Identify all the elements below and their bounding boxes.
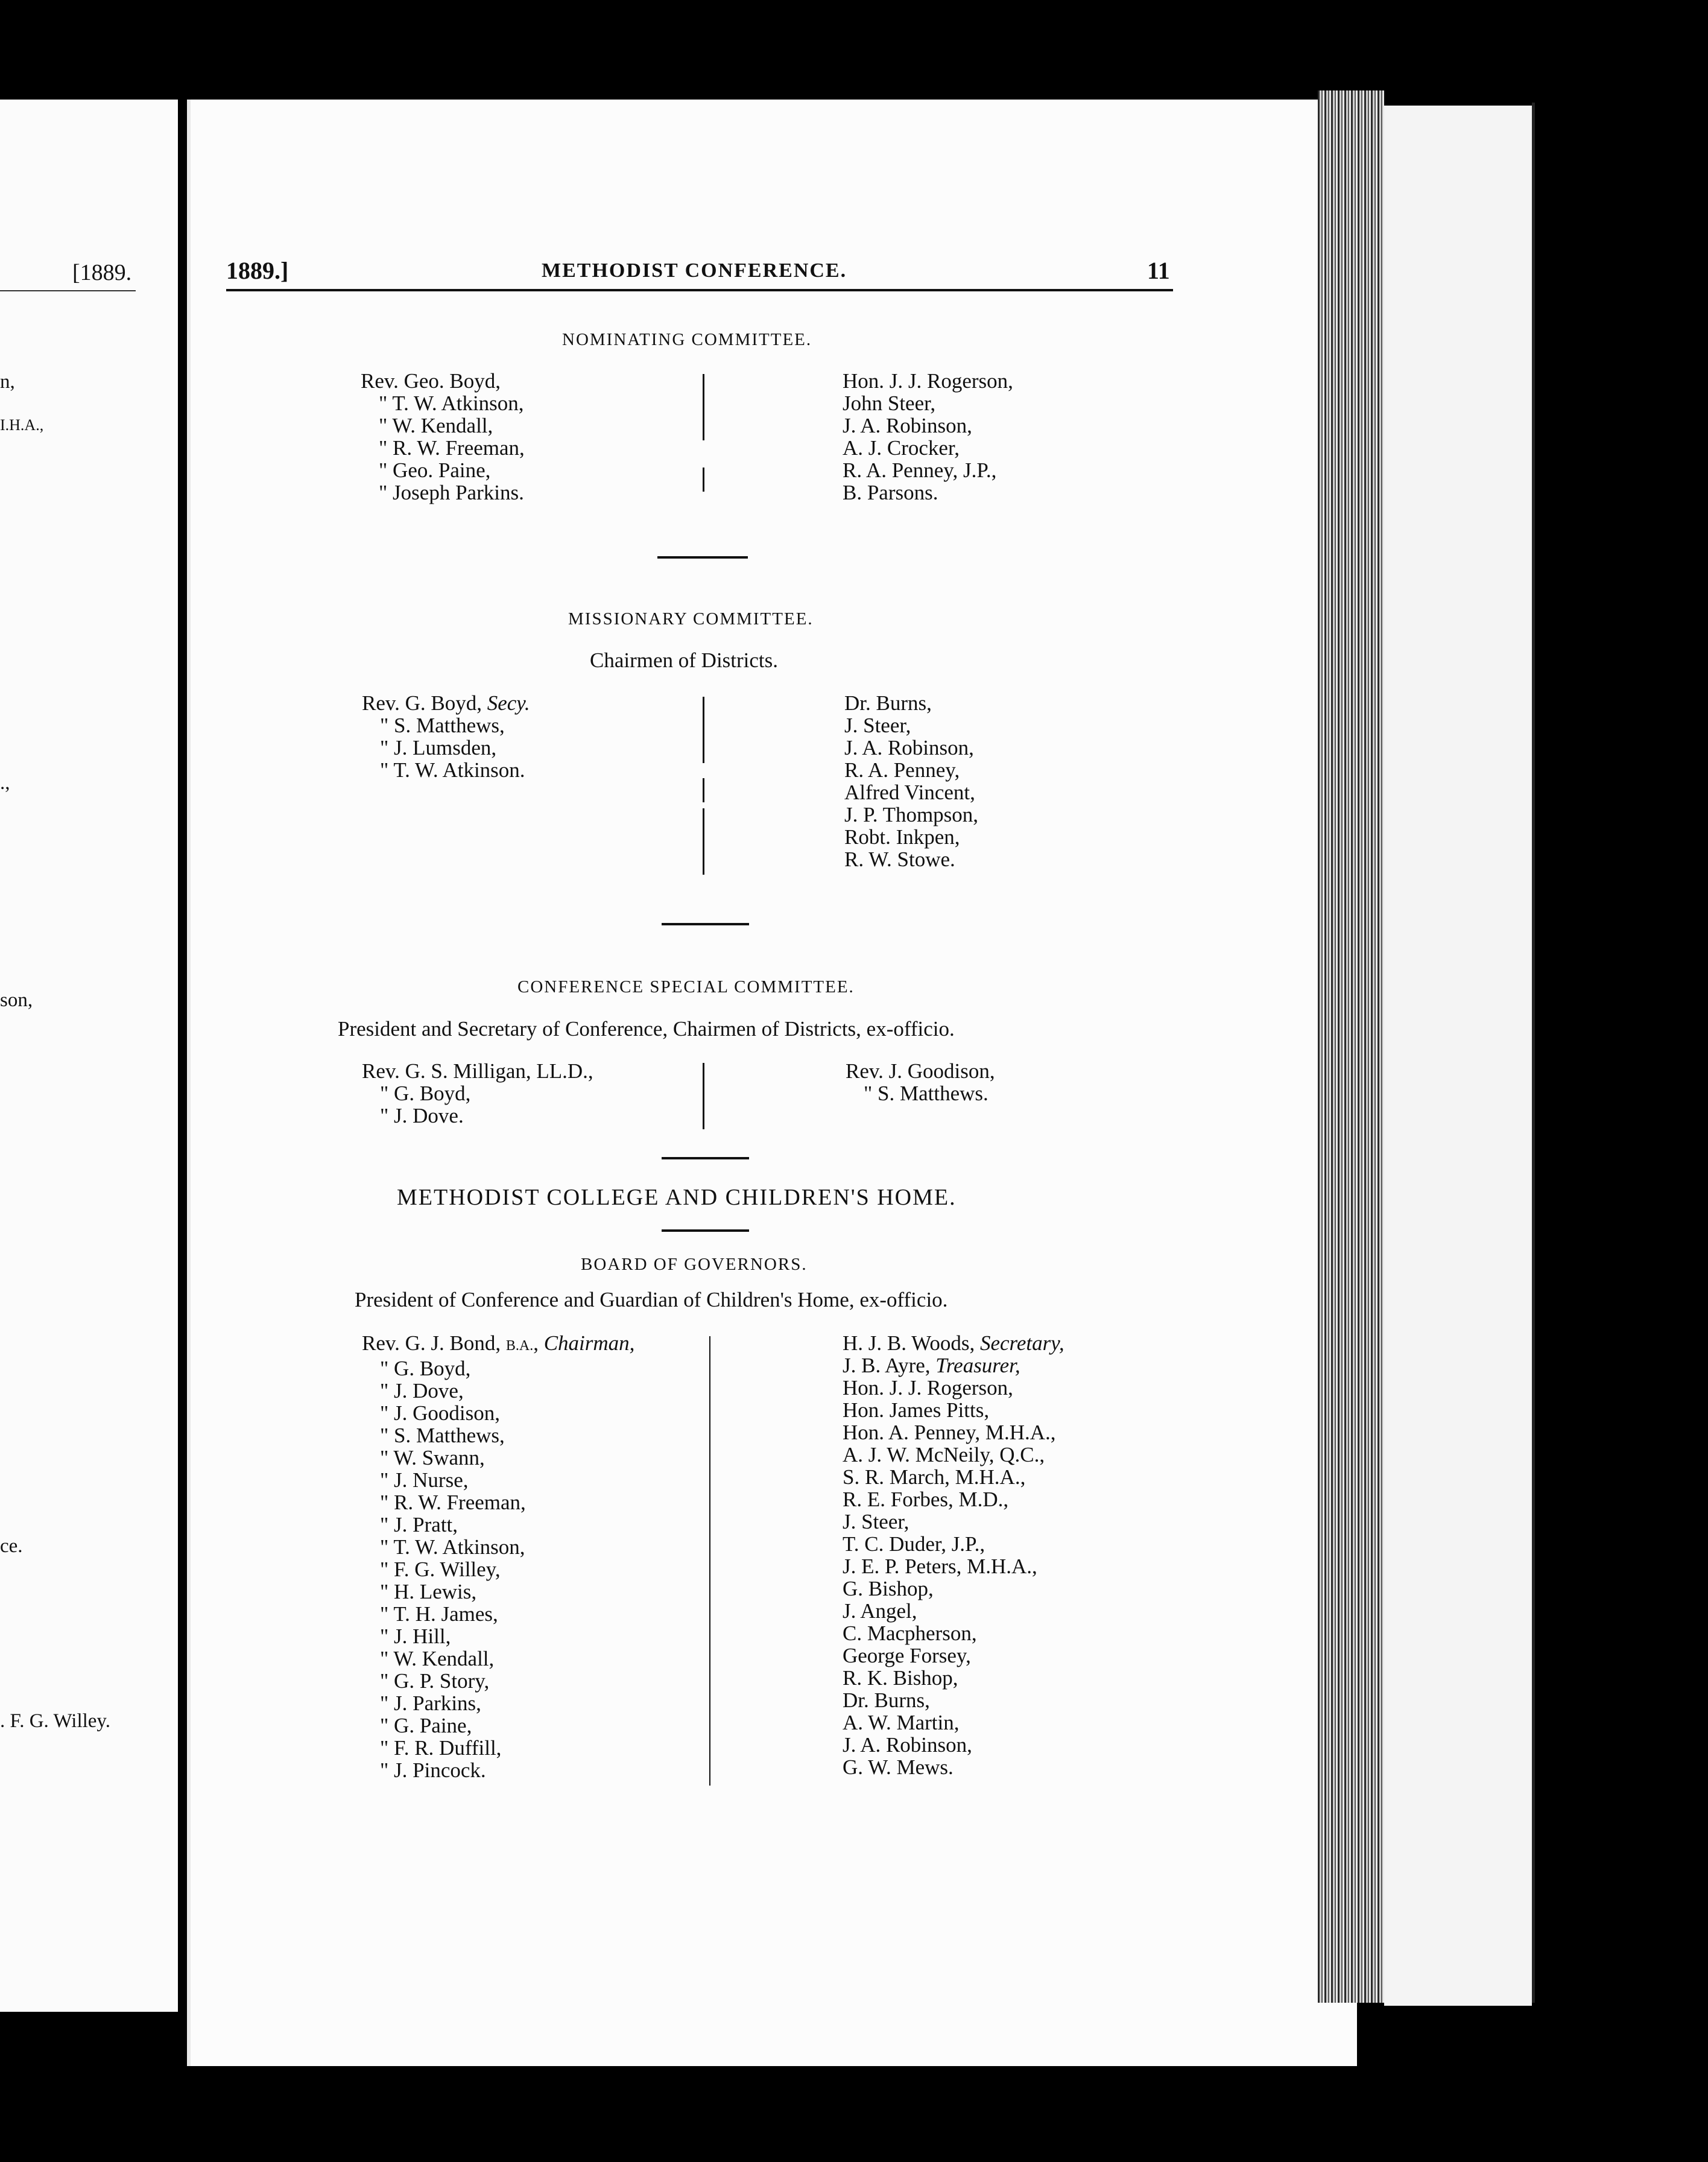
facing-fragment: I.H.A., (0, 416, 44, 434)
nominating-left-column (361, 370, 525, 504)
member-name: G. Bishop, (843, 1577, 934, 1600)
member-name-text: Rev. G. J. Bond, B.A., Chairman, (362, 1331, 635, 1355)
member-name: J. A. Robinson, (844, 736, 974, 759)
member-name-text: J. B. Ayre, Treasurer, (843, 1354, 1020, 1377)
facing-page-rule (0, 290, 136, 291)
member-name: " J. Lumsden, (380, 736, 497, 759)
member-name: R. E. Forbes, M.D., (843, 1488, 1009, 1511)
member-name-text: H. J. B. Woods, Secretary, (843, 1331, 1064, 1355)
member-name: " J. Dove, (380, 1379, 464, 1403)
member-name: J. E. P. Peters, M.H.A., (843, 1555, 1037, 1578)
facing-fragment: ., (0, 772, 10, 794)
member-name: " T. W. Atkinson. (380, 758, 525, 782)
member-name: " T. H. James, (380, 1602, 498, 1626)
treasurer-label: Treasurer, (935, 1354, 1020, 1377)
member-name: R. A. Penney, J.P., (843, 458, 997, 482)
member-name: S. R. March, M.H.A., (843, 1465, 1026, 1489)
special-left-column (362, 1060, 593, 1127)
member-name: Hon. James Pitts, (843, 1398, 990, 1422)
page-edge-stack (1318, 90, 1384, 2003)
chairman-label: Chairman, (543, 1331, 635, 1355)
member-name: Alfred Vincent, (844, 781, 975, 804)
member-name: A. J. W. McNeily, Q.C., (843, 1443, 1045, 1466)
column-divider (703, 374, 704, 440)
member-name: R. A. Penney, (844, 758, 960, 782)
member-name: " J. Parkins, (380, 1691, 481, 1715)
member-name: " G. P. Story, (380, 1669, 490, 1693)
member-name: " W. Swann, (380, 1446, 485, 1469)
board-left-column (362, 1332, 634, 1781)
board-right-column (843, 1332, 1064, 1778)
missionary-right-column (844, 692, 978, 870)
special-title: CONFERENCE SPECIAL COMMITTEE. (517, 977, 855, 997)
member-name: R. W. Stowe. (844, 848, 955, 871)
member-name: Hon. A. Penney, M.H.A., (843, 1421, 1056, 1444)
facing-fragment: . F. G. Willey. (0, 1710, 111, 1732)
member-name: " F. R. Duffill, (380, 1736, 502, 1760)
member-name (362, 1332, 634, 1357)
missionary-left-column (362, 692, 530, 781)
section-divider (662, 923, 749, 925)
secretary-label: Secretary, (979, 1331, 1064, 1355)
facing-fragment: n, (0, 371, 15, 393)
member-name: J. Steer, (844, 714, 911, 737)
member-name: " S. Matthews. (864, 1082, 988, 1105)
section-divider (662, 1157, 749, 1159)
member-name: J. P. Thompson, (844, 803, 979, 826)
member-name: B. Parsons. (843, 481, 938, 504)
column-divider (703, 808, 704, 875)
page-number: 11 (1147, 257, 1170, 284)
member-name: " Joseph Parkins. (379, 481, 524, 504)
member-name: Dr. Burns, (843, 1688, 930, 1712)
member-name: J. Angel, (843, 1599, 917, 1623)
member-name: " G. Boyd, (380, 1082, 471, 1105)
column-divider (703, 778, 704, 802)
member-name (362, 692, 530, 714)
member-name: Dr. Burns, (844, 691, 932, 715)
member-name: " R. W. Freeman, (380, 1491, 526, 1514)
member-name: " J. Goodison, (380, 1401, 501, 1425)
board-title: BOARD OF GOVERNORS. (581, 1255, 808, 1274)
member-name: John Steer, (843, 392, 936, 415)
member-name (843, 1332, 1064, 1354)
facing-fragment: son, (0, 989, 33, 1011)
member-name: " J. Dove. (380, 1104, 464, 1127)
member-name: " T. W. Atkinson, (380, 1535, 525, 1559)
member-name-text: Rev. G. Boyd, Secy. (362, 691, 530, 715)
member-name: A. W. Martin, (843, 1711, 960, 1734)
college-title: METHODIST COLLEGE AND CHILDREN'S HOME. (397, 1185, 957, 1210)
member-name: " J. Nurse, (380, 1468, 469, 1492)
background-shadow (1535, 97, 1708, 2015)
facing-fragment: ce. (0, 1535, 23, 1557)
special-subtitle: President and Secretary of Conference, Chairmen of Districts, ex-officio. (338, 1017, 955, 1041)
member-name: " J. Pratt, (380, 1513, 458, 1536)
member-name: " J. Pincock. (380, 1758, 486, 1782)
nominating-title: NOMINATING COMMITTEE. (562, 330, 812, 349)
member-name: T. C. Duder, J.P., (843, 1532, 985, 1556)
board-subtitle: President of Conference and Guardian of Children's Home, ex-officio. (355, 1288, 948, 1311)
member-name: Hon. J. J. Rogerson, (843, 1376, 1013, 1400)
member-name: J. Steer, (843, 1510, 909, 1533)
special-right-column (846, 1060, 995, 1105)
member-name: Rev. G. S. Milligan, LL.D., (362, 1059, 593, 1083)
secretary-abbrev: Secy. (487, 691, 530, 715)
member-name: J. A. Robinson, (843, 414, 972, 437)
facing-page-year: [1889. (72, 260, 132, 285)
member-name: " G. Boyd, (380, 1357, 471, 1380)
member-name: Robt. Inkpen, (844, 825, 960, 849)
member-name: " W. Kendall, (380, 1647, 495, 1670)
nominating-right-column (843, 370, 1013, 504)
missionary-subtitle: Chairmen of Districts. (590, 648, 779, 672)
member-name: " S. Matthews, (380, 714, 505, 737)
member-name: Rev. Geo. Boyd, (361, 369, 501, 393)
member-name: " F. G. Willey, (380, 1558, 501, 1581)
column-divider (703, 1063, 704, 1129)
header-year: 1889.] (226, 257, 289, 284)
member-name: " W. Kendall, (379, 414, 493, 437)
member-name: C. Macpherson, (843, 1621, 977, 1645)
member-name: " Geo. Paine, (379, 458, 491, 482)
back-cover-edge (1384, 106, 1532, 2006)
member-name (843, 1354, 1064, 1377)
member-name: " S. Matthews, (380, 1424, 505, 1447)
member-name: Hon. J. J. Rogerson, (843, 369, 1013, 393)
member-name: R. K. Bishop, (843, 1666, 958, 1690)
header-title: METHODIST CONFERENCE. (542, 259, 847, 282)
member-name: " H. Lewis, (380, 1580, 477, 1603)
member-name: J. A. Robinson, (843, 1733, 972, 1757)
member-name: G. W. Mews. (843, 1755, 954, 1779)
member-name: " G. Paine, (380, 1714, 472, 1737)
section-divider (662, 1229, 749, 1232)
member-name: Rev. J. Goodison, (846, 1059, 995, 1083)
member-name: " R. W. Freeman, (379, 436, 525, 460)
member-name: George Forsey, (843, 1644, 971, 1667)
header-rule (226, 289, 1173, 291)
facing-page (0, 100, 178, 2012)
column-divider (703, 697, 704, 763)
member-name: " J. Hill, (380, 1625, 451, 1648)
column-divider (703, 468, 704, 492)
section-divider (657, 556, 748, 559)
member-name: " T. W. Atkinson, (379, 392, 524, 415)
column-divider (709, 1336, 710, 1786)
missionary-title: MISSIONARY COMMITTEE. (568, 609, 814, 629)
member-name: A. J. Crocker, (843, 436, 960, 460)
